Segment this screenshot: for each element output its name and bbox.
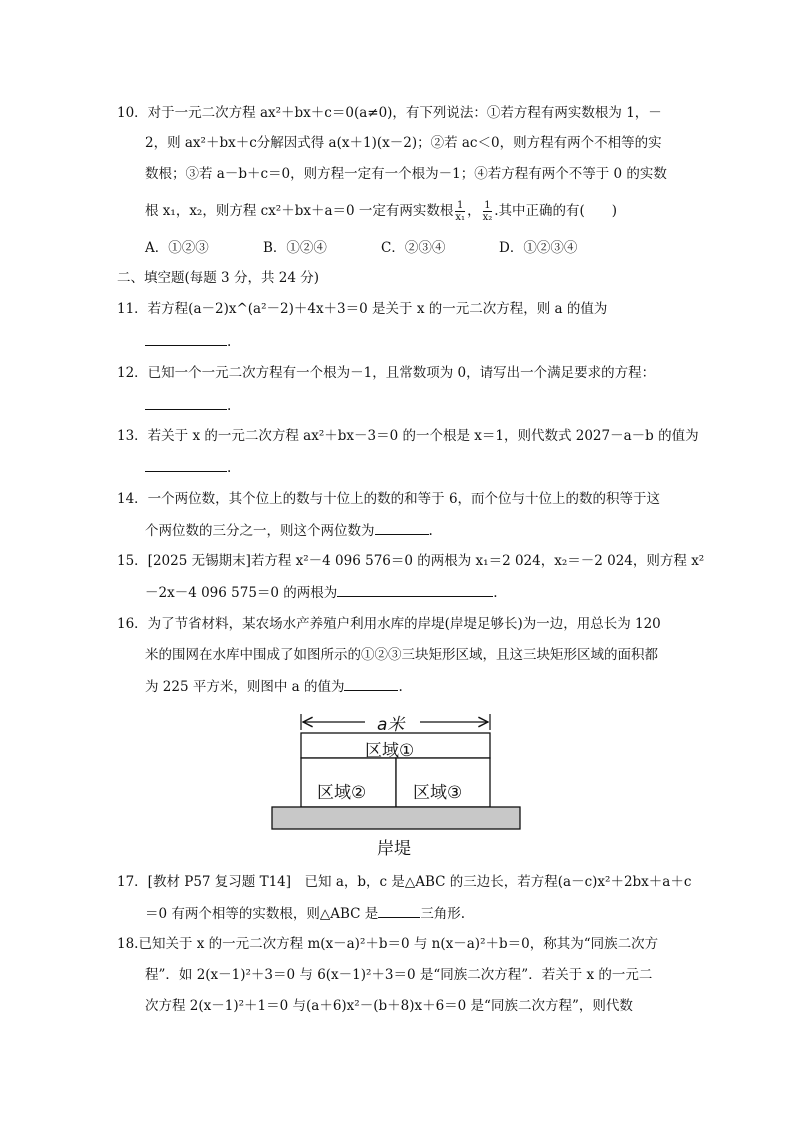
frac2-numerator: 1 bbox=[484, 200, 491, 211]
q14-period: . bbox=[428, 523, 433, 539]
answer-blank[interactable] bbox=[145, 457, 227, 472]
frac1-numerator: 1 bbox=[457, 200, 464, 211]
q10-line3: 数根；③若 a－b＋c＝0，则方程一定有一个根为－1；④若方程有两个不等于 0 的实数 bbox=[145, 166, 667, 182]
q11-period: . bbox=[227, 334, 232, 350]
q13-text: 13．若关于 x 的一元二次方程 ax²＋bx－3＝0 的一个根是 x＝1，则代数式 2027－a－b 的值为 bbox=[117, 428, 699, 444]
region1-label: 区域① bbox=[365, 741, 415, 761]
q17-line2-end: 三角形. bbox=[420, 906, 466, 922]
q16-line2: 米的围网在水库中围成了如图所示的①②③三块矩形区域，且这三块矩形区域的面积都 bbox=[145, 647, 658, 663]
q12-period: . bbox=[227, 398, 232, 414]
q13-answer bbox=[145, 457, 705, 478]
fraction-1-over-x2 bbox=[483, 200, 493, 223]
answer-blank[interactable] bbox=[145, 395, 227, 410]
answer-blank[interactable] bbox=[378, 903, 420, 918]
q10-options bbox=[145, 238, 665, 258]
answer-blank[interactable] bbox=[337, 582, 493, 597]
bank-rect bbox=[272, 807, 520, 829]
region2-label: 区域② bbox=[317, 783, 367, 803]
q17-line1: 17．[教材 P57 复习题 T14] 已知 a，b，c 是△ABC 的三边长，若方程(a－c)x²＋2bx＋a＋c bbox=[117, 874, 692, 890]
region3-label: 区域③ bbox=[413, 783, 463, 803]
q12-text: 12．已知一个一元二次方程有一个根为－1，且常数项为 0，请写出一个满足要求的方程： bbox=[117, 365, 656, 381]
bank-label: 岸堤 bbox=[377, 839, 411, 859]
q16-period: . bbox=[398, 679, 403, 695]
q16-line1: 16．为了节省材料，某农场水产养殖户利用水库的岸堤(岸堤足够长)为一边，用总长为 120 bbox=[117, 616, 661, 632]
q18-line1: 18.已知关于 x 的一元二次方程 m(x－a)²＋b＝0 与 n(x－a)²＋b＝0，称其为“同族二次方 bbox=[117, 936, 659, 952]
q10-line4-end: .其中正确的有( ) bbox=[494, 203, 618, 219]
q16-line3 bbox=[145, 676, 705, 697]
q14-line2-text: 个两位数的三分之一，则这个两位数为 bbox=[145, 523, 375, 539]
q11-answer bbox=[145, 331, 705, 352]
q10-line1: 10．对于一元二次方程 ax²＋bx＋c＝0(a≠0)，有下列说法：①若方程有两实数根为 1，－ bbox=[117, 105, 662, 121]
answer-blank[interactable] bbox=[375, 520, 429, 535]
q18-line2: 程”．如 2(x－1)²＋3＝0 与 6(x－1)²＋3＝0 是“同族二次方程”．若关于 x 的一元二 bbox=[145, 967, 653, 983]
option-c: C．②③④ bbox=[381, 240, 446, 256]
q15-line2 bbox=[145, 582, 705, 603]
q16-line3-text: 为 225 平方米，则图中 a 的值为 bbox=[145, 679, 345, 695]
q15-line2-text: －2x－4 096 575＝0 的两根为 bbox=[145, 585, 338, 601]
answer-blank[interactable] bbox=[344, 676, 398, 691]
enclosure-figure bbox=[270, 708, 522, 858]
q14-line1: 14．一个两位数，其个位上的数与十位上的数的和等于 6，而个位与十位上的数的积等于这 bbox=[117, 491, 661, 507]
frac1-denominator: x₁ bbox=[455, 212, 466, 223]
q10-line4: 根 x₁，x₂，则方程 cx²＋bx＋a＝0 一定有两实数根 $\frac{1}{\text{x₁}}$ ， $\frac{1}{\text{x₂}}$ .其中正确的有( ) bbox=[145, 200, 618, 223]
option-a: A．①②③ bbox=[145, 240, 209, 256]
q14-line2 bbox=[145, 520, 705, 541]
frac2-denominator: x₂ bbox=[482, 212, 493, 223]
q10-line4-text: 根 x₁，x₂，则方程 cx²＋bx＋a＝0 一定有两实数根 bbox=[145, 203, 454, 219]
q13-period: . bbox=[227, 460, 232, 476]
q17-line2 bbox=[145, 903, 705, 924]
q18-line3: 次方程 2(x－1)²＋1＝0 与(a＋6)x²－(b＋8)x＋6＝0 是“同族二次方程”，则代数 bbox=[145, 998, 633, 1014]
q10-line2: 2，则 ax²＋bx＋c分解因式得 a(x＋1)(x－2)；②若 ac＜0，则方程有两个不相等的实 bbox=[145, 135, 662, 151]
q15-line1: 15．[2025 无锡期末]若方程 x²－4 096 576＝0 的两根为 x₁＝2 024，x₂＝－2 024，则方程 x² bbox=[117, 553, 705, 569]
section-heading: 二、填空题(每题 3 分，共 24 分) bbox=[117, 270, 319, 286]
q17-line2-text: ＝0 有两个相等的实数根，则△ABC 是 bbox=[145, 906, 379, 922]
q11-text: 11．若方程(a－2)x^(a²－2)＋4x＋3＝0 是关于 x 的一元二次方程，则 a 的值为 bbox=[117, 301, 608, 317]
fraction-1-over-x1 bbox=[455, 200, 465, 223]
q12-answer bbox=[145, 395, 705, 416]
option-b: B．①②④ bbox=[263, 240, 327, 256]
option-d: D．①②③④ bbox=[499, 240, 578, 256]
width-label: a米 bbox=[377, 715, 405, 735]
q15-period: . bbox=[493, 585, 498, 601]
answer-blank[interactable] bbox=[145, 331, 227, 346]
